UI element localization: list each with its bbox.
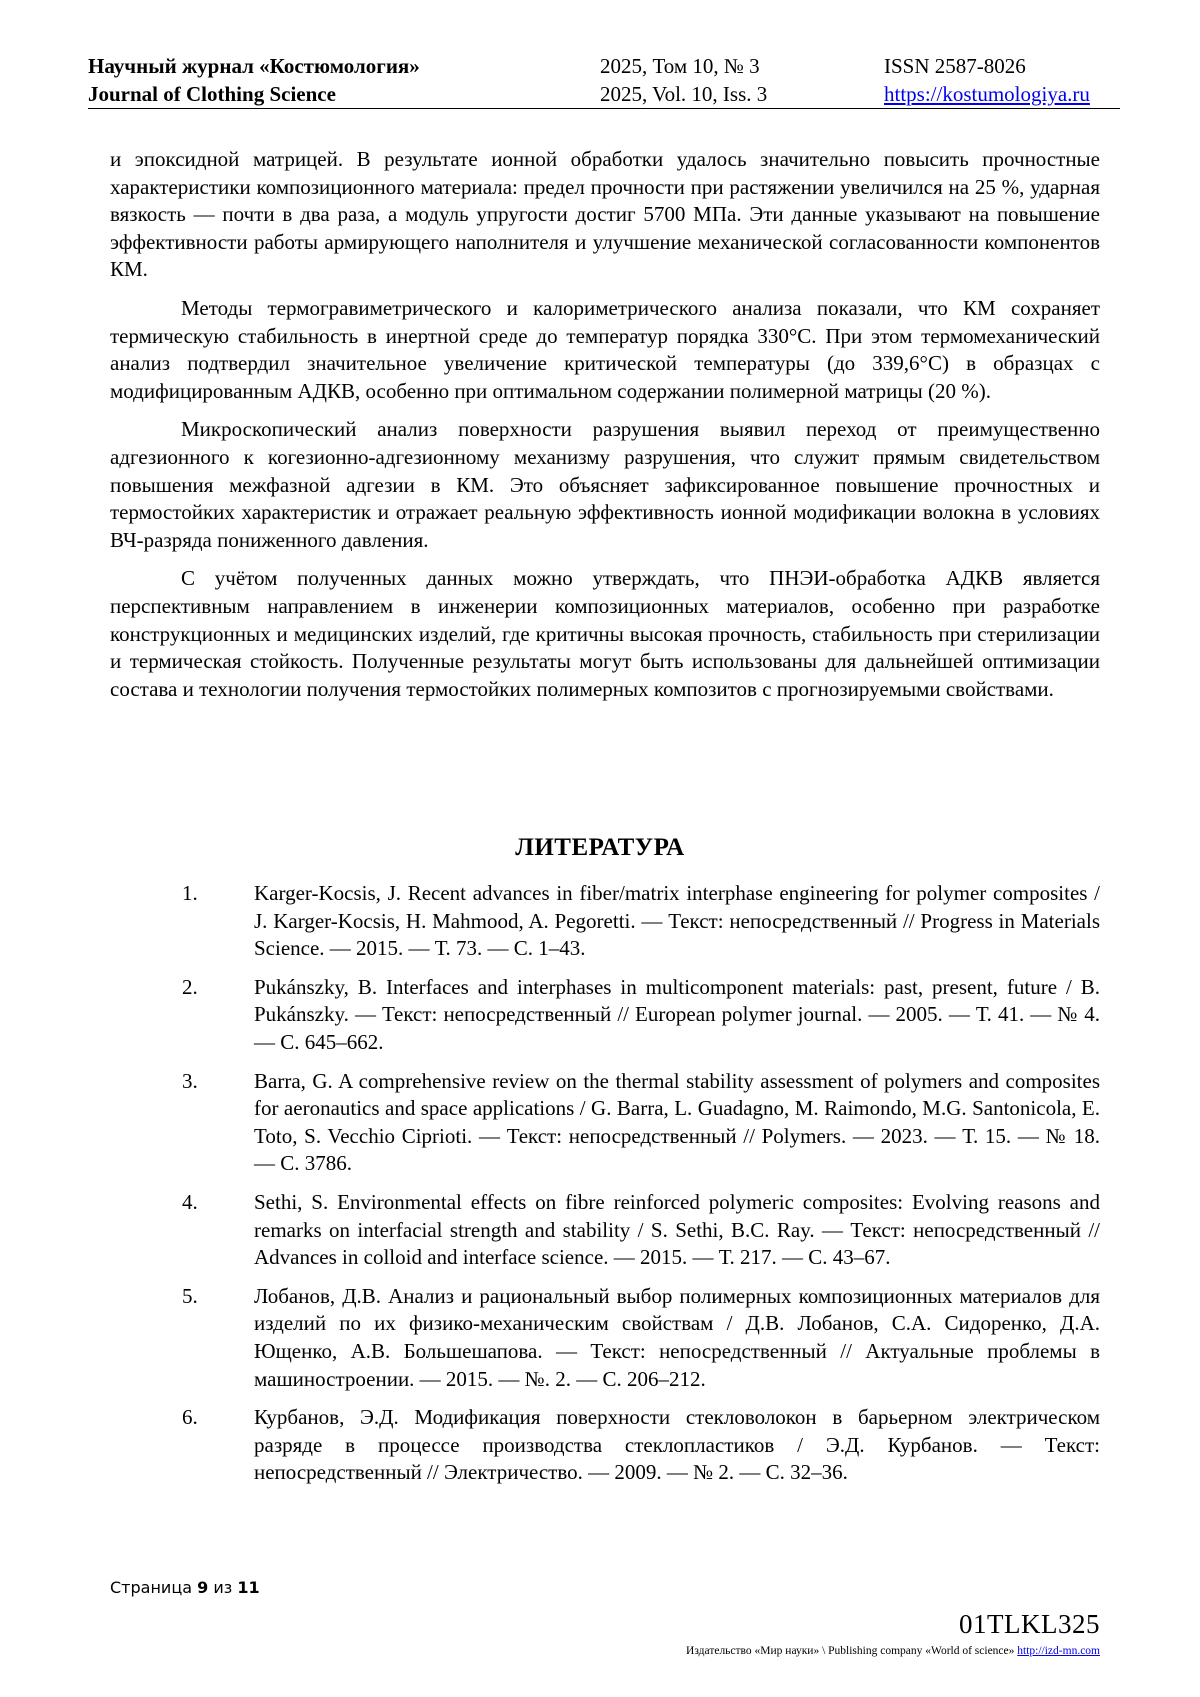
issue-info-block [600, 52, 767, 108]
reference-text: Barra, G. A comprehensive review on the thermal stability assessment of polymers and composites for aeronautics and space applications / G. Barra, L. Guadagno, M. Raimondo, M.G. Santonicola, E. Toto, S. Vecchio Ciprioti. — Текст: непосредственный // Polymers. — 2023. — Т. 15. — № 18. — С. 3786. [254, 1068, 1100, 1176]
reference-number: 4. [182, 1189, 198, 1214]
journal-title-block [88, 52, 420, 108]
reference-text: Лобанов, Д.В. Анализ и рациональный выбор полимерных композиционных материалов для изделий по их физико-механическим свойствам / Д.В. Лобанов, С.А. Сидоренко, Д.А. Ющенко, А.В. Большешапова. — Текст: непосредственный // Актуальные проблемы в машиностроении. — 2015. — №. 2. — С. 206–212. [254, 1283, 1100, 1391]
reference-number: 6. [182, 1405, 198, 1430]
paragraph-4: С учётом полученных данных можно утверждать, что ПНЭИ-обработка АДКВ является перспективным направлением в инженерии композиционных материалов, особенно при разработке конструкционных и медицинских изделий, где критичны высокая прочность, стабильность при стерилизации и термическая стойкость. Полученные результаты могут быть использованы для дальнейшей оптимизации состава и технологии получения термостойких полимерных композитов с прогнозируемыми свойствами. [110, 566, 1100, 701]
issn: ISSN 2587-8026 [884, 54, 1026, 78]
reference-number: 3. [182, 1068, 198, 1093]
reference-item [110, 880, 1100, 963]
page-counter [110, 1578, 260, 1597]
reference-text: Sethi, S. Environmental effects on fibre reinforced polymeric composites: Evolving reasons and remarks on interfacial strength and stability / S. Sethi, B.C. Ray. — Текст: непосредственный // Advances in colloid and interface science. — 2015. — Т. 217. — С. 43–67. [254, 1189, 1100, 1270]
reference-text: Karger-Kocsis, J. Recent advances in fiber/matrix interphase engineering for polymer composites / J. Karger-Kocsis, H. Mahmood, A. Pegoretti. — Текст: непосредственный // Progress in Materials Science. — 2015. — Т. 73. — С. 1–43. [254, 881, 1100, 961]
page-total: 11 [237, 1578, 260, 1597]
reference-item [110, 1189, 1100, 1272]
reference-item [110, 1068, 1100, 1178]
publisher-text: Издательство «Мир науки» \ Publishing company «World of science» [686, 1645, 1015, 1657]
reference-text: Курбанов, Э.Д. Модификация поверхности стекловолокон в барьерном электрическом разряде в процессе производства стеклопластиков / Э.Д. Курбанов. — Текст: непосредственный // Электричество. — 2009. — № 2. — С. 32–36. [254, 1405, 1100, 1485]
reference-number: 5. [182, 1283, 198, 1308]
reference-item [110, 1283, 1100, 1393]
reference-item [110, 1404, 1100, 1487]
article-body [110, 146, 1100, 714]
journal-title-en: Journal of Clothing Science [88, 82, 336, 106]
journal-website-link[interactable]: https://kostumologiya.ru [884, 82, 1090, 106]
reference-text: Pukánszky, B. Interfaces and interphases in multicomponent materials: past, present, future / B. Pukánszky. — Текст: непосредственный // European polymer journal. — 2005. — Т. 41. — № 4. — С. 645–662. [254, 974, 1100, 1054]
page-header [88, 52, 1120, 109]
reference-number: 2. [182, 974, 198, 999]
references-heading: ЛИТЕРАТУРА [515, 834, 685, 861]
reference-list [110, 880, 1100, 1498]
reference-number: 1. [182, 881, 198, 905]
page-word: Страница [110, 1578, 193, 1597]
paragraph-2: Методы термогравиметрического и калориметрического анализа показали, что КМ сохраняет термическую стабильность в инертной среде до температур порядка 330°C. При этом термомеханический анализ подтвердил значительное увеличение критической температуры (до 339,6°C) в образцах с модифицированным АДКВ, особенно при оптимальном содержании полимерной матрицы (20 %). [110, 295, 1100, 403]
issue-en: 2025, Vol. 10, Iss. 3 [600, 82, 768, 106]
paragraph-3: Микроскопический анализ поверхности разрушения выявил переход от преимущественно адгезионного к когезионно-адгезионному механизму разрушения, что служит прямым свидетельством повышения межфазной адгезии в КМ. Это объясняет зафиксированное повышение прочностных и термостойких характеристик и отражает реальную эффективность ионной модификации волокна в условиях ВЧ-разряда пониженного давления. [110, 417, 1100, 552]
issn-block [884, 52, 1090, 108]
paragraph-1: и эпоксидной матрицей. В результате ионной обработки удалось значительно повысить прочностные характеристики композиционного материала: предел прочности при растяжении увеличился на 25 %, ударная вязкость — почти в два раза, а модуль упругости достиг 5700 МПа. Эти данные указывают на повышение эффективности работы армирующего наполнителя и улучшение механической согласованности компонентов КМ. [110, 147, 1100, 282]
article-code: 01TLKL325 [959, 1609, 1100, 1639]
page-of: из [213, 1578, 233, 1597]
journal-title-ru: Научный журнал «Костюмология» [88, 54, 420, 78]
issue-ru: 2025, Том 10, № 3 [600, 54, 760, 78]
page-current: 9 [197, 1578, 209, 1597]
reference-item [110, 974, 1100, 1057]
publisher-line [686, 1645, 1100, 1657]
publisher-link[interactable]: http://izd-mn.com [1017, 1645, 1100, 1657]
